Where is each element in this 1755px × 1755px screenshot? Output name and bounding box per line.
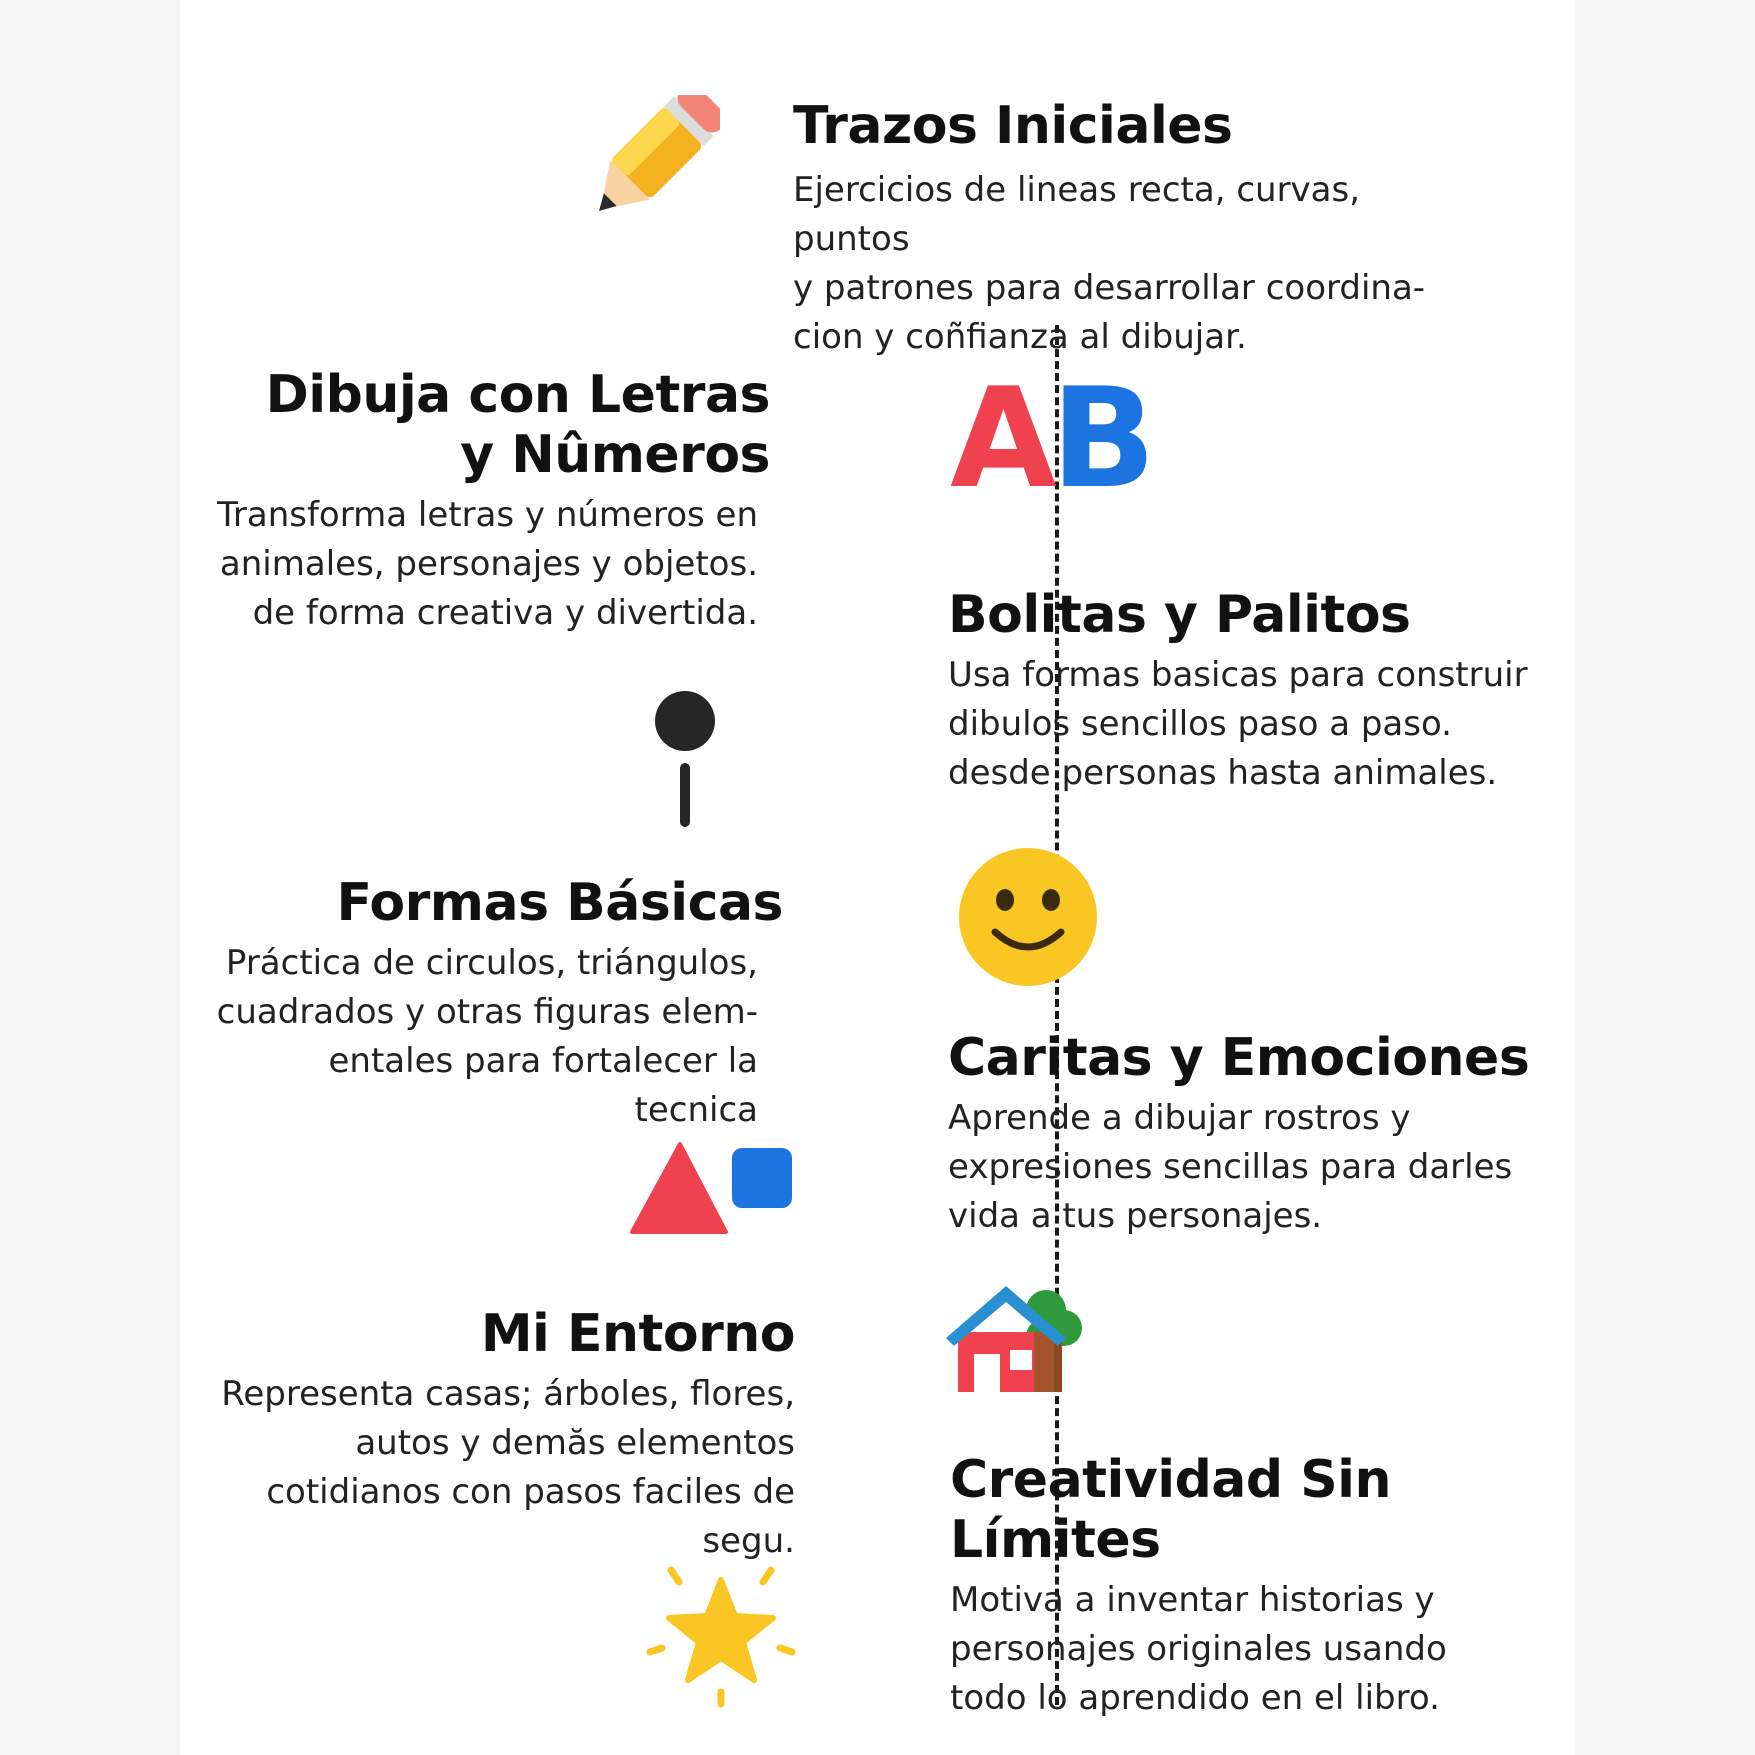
description-line: de forma creativa y divertida. — [252, 593, 758, 633]
section-title: Caritas y Emociones — [948, 1028, 1530, 1088]
description-line: Transforma letras y números en — [217, 495, 758, 535]
description-line: Motiva a inventar historias y — [950, 1580, 1435, 1620]
description-line: desde personas hasta animales. — [948, 753, 1498, 793]
section-creatividad-sin-limites — [950, 1450, 1570, 1723]
section-description — [793, 166, 1433, 362]
section-title: Creatividad Sin Límites — [950, 1450, 1391, 1570]
star-icon — [646, 1560, 796, 1710]
section-title: Formas Básicas — [336, 873, 783, 933]
section-trazos-iniciales — [793, 96, 1433, 362]
description-line: dibulos sencillos paso a paso. — [948, 704, 1452, 744]
letter-a: A — [950, 358, 1051, 519]
section-bolitas-y-palitos — [948, 585, 1548, 798]
title-line: y Nûmeros — [460, 425, 770, 485]
section-formas-basicas — [210, 873, 783, 1135]
section-description — [950, 1576, 1570, 1723]
section-caritas-y-emociones — [948, 1028, 1548, 1241]
section-description — [210, 491, 758, 638]
section-title: Trazos Iniciales — [793, 96, 1233, 156]
description-line: vida a tus personajes. — [948, 1196, 1323, 1236]
letter-b: B — [1050, 358, 1150, 519]
description-line: expresiones sencillas para darles — [948, 1147, 1513, 1187]
section-title: Mi Entorno — [480, 1304, 795, 1364]
section-title: Bolitas y Palitos — [948, 585, 1411, 645]
title-line: Dibuja con Letras — [265, 365, 770, 425]
section-description — [210, 1370, 795, 1566]
section-title — [210, 365, 770, 485]
description-line: Práctica de circulos, triángulos, — [225, 943, 758, 983]
description-line: todo lo aprendido en el libro. — [950, 1678, 1440, 1718]
description-line: autos y demăs elementos — [355, 1423, 795, 1463]
section-dibuja-con-letras — [210, 365, 770, 638]
section-description — [948, 651, 1548, 798]
section-description — [210, 939, 758, 1135]
smiley-face-icon — [957, 846, 1099, 988]
description-line: y patrones para desarrollar coordina- — [793, 268, 1426, 308]
pencil-icon — [560, 95, 720, 245]
description-line: Aprende a dibujar rostros y — [948, 1098, 1411, 1138]
house-tree-icon — [946, 1280, 1086, 1395]
description-line: Representa casas; árboles, flores, — [221, 1374, 795, 1414]
description-line: personajes originales usando — [950, 1629, 1447, 1669]
page — [180, 0, 1575, 1755]
shapes-icon — [630, 1140, 800, 1235]
ball-stick-icon — [650, 685, 720, 830]
description-line: entales para fortalecer la tecnica — [328, 1041, 758, 1130]
section-mi-entorno — [210, 1304, 795, 1566]
description-line: animales, personajes y objetos. — [219, 544, 758, 584]
description-line: cuadrados y otras figuras elem- — [216, 992, 758, 1032]
section-description — [948, 1094, 1548, 1241]
description-line: Ejercicios de lineas recta, curvas, puntos — [793, 170, 1361, 259]
ab-letters-icon — [950, 358, 1150, 519]
description-line: cotidianos con pasos faciles de segu. — [266, 1472, 795, 1561]
description-line: Usa formas basicas para construir — [948, 655, 1528, 695]
description-line: cion y coñfianza al dibujar. — [793, 317, 1247, 357]
